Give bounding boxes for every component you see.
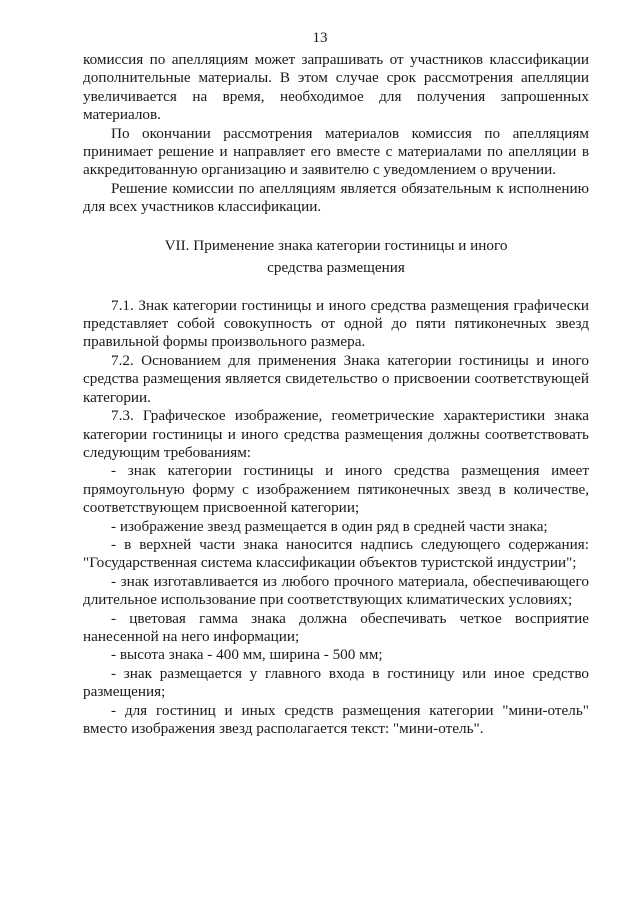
paragraph-appeal-binding: Решение комиссии по апелляциям является обязательным к исполнению для всех участников классификации. xyxy=(83,179,589,216)
paragraph-appeal-decision: По окончании рассмотрения материалов комиссия по апелляциям принимает решение и направляет его вместе с материалами по апелляции в аккредитованную организацию и заявителю с уведомлением о вручении. xyxy=(83,124,589,179)
spacer xyxy=(83,217,589,235)
paragraph-7-3: 7.3. Графическое изображение, геометрические характеристики знака категории гостиницы и иного средства размещения должны соответствовать следующим требованиям: xyxy=(83,407,589,461)
section-heading xyxy=(83,235,589,279)
requirement-size: - высота знака - 400 мм, ширина - 500 мм; xyxy=(111,646,383,664)
requirement-inscription: - в верхней части знака наносится надпись следующего содержания: "Государственная система классификации объектов туристской индустрии"; xyxy=(83,535,589,572)
requirement-placement: - знак размещается у главного входа в гостиницу или иное средство размещения; xyxy=(83,664,589,701)
document-body xyxy=(83,51,589,738)
section-heading-line-2: средства размещения xyxy=(267,258,405,276)
page-number: 13 xyxy=(312,30,328,46)
requirement-color: - цветовая гамма знака должна обеспечивать четкое восприятие нанесенной на него информации; xyxy=(83,609,589,645)
paragraph-appeal-materials: комиссия по апелляциям может запрашивать от участников классификации дополнительные материалы. В этом случае срок рассмотрения апелляции увеличивается на время, необходимое для получения запрошенных материалов. xyxy=(83,51,589,124)
requirement-mini-hotel: - для гостиниц и иных средств размещения категории "мини-отель" вместо изображения звезд располагается текст: "мини-отель". xyxy=(83,701,589,737)
spacer xyxy=(83,279,589,297)
section-heading-line-1: VII. Применение знака категории гостиницы и иного xyxy=(164,236,508,254)
requirement-stars-row: - изображение звезд размещается в один ряд в средней части знака; xyxy=(111,517,548,535)
requirement-material: - знак изготавливается из любого прочного материала, обеспечивающего длительное использование при соответствующих климатических условиях; xyxy=(83,572,589,609)
paragraph-7-2: 7.2. Основанием для применения Знака категории гостиницы и иного средства размещения является свидетельство о присвоении соответствующей категории. xyxy=(83,351,589,406)
requirement-shape: - знак категории гостиницы и иного средства размещения имеет прямоугольную форму с изображением пятиконечных звезд в количестве, соответствующем присвоенной категории; xyxy=(83,462,589,517)
paragraph-7-1: 7.1. Знак категории гостиницы и иного средства размещения графически представляет собой совокупность от одной до пяти пятиконечных звезд правильной формы произвольного размера. xyxy=(83,296,589,351)
